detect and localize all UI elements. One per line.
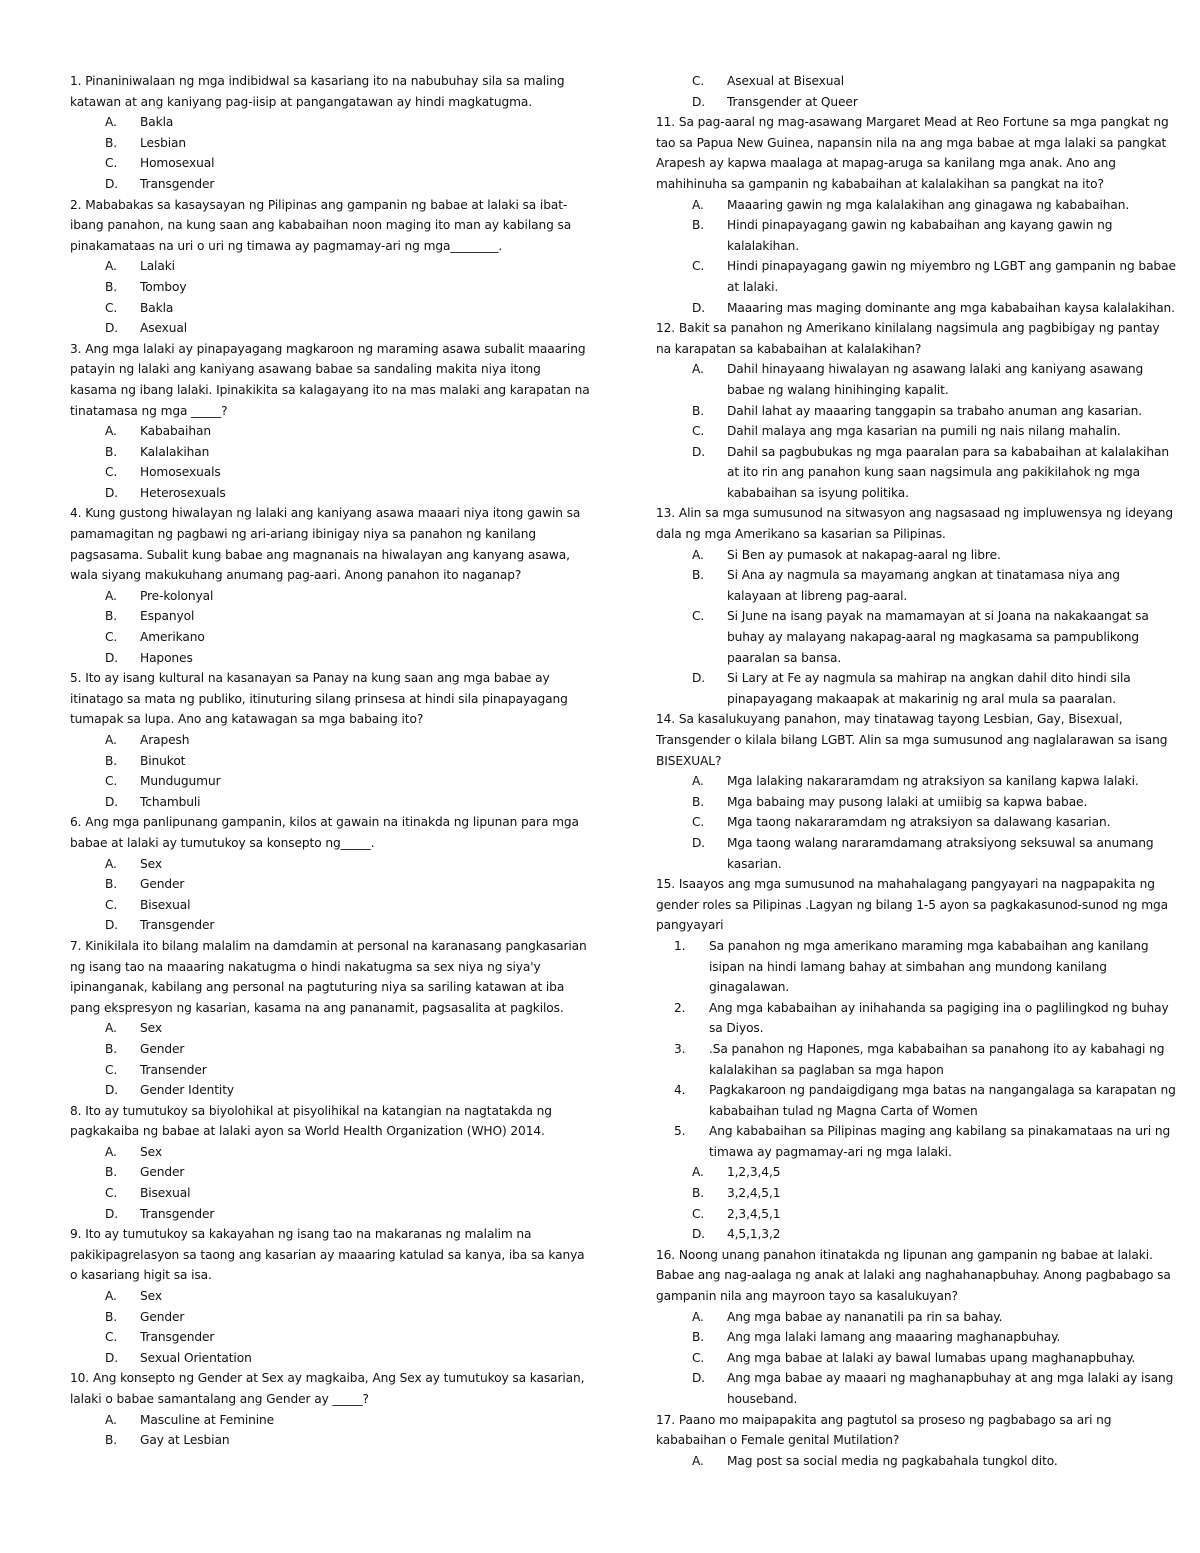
option-letter: B. (692, 568, 705, 583)
answer-option (70, 771, 590, 792)
option-text: Masculine at Feminine (140, 1412, 275, 1427)
answer-option (70, 421, 590, 442)
answer-option (70, 318, 590, 339)
option-letter: A. (692, 547, 704, 562)
option-text: Arapesh (140, 733, 190, 747)
answer-option (70, 1162, 590, 1183)
option-text: 2,3,4,5,1 (727, 1206, 781, 1221)
answer-option (656, 359, 1176, 400)
option-letter: C. (105, 1186, 118, 1201)
item-text: Ang mga kababaihan ay inihahanda sa pagiging ina o paglilingkod ng buhay sa Diyos. (709, 1000, 1169, 1036)
answer-option (70, 648, 590, 669)
answer-option (656, 545, 1176, 566)
option-letter: D. (105, 650, 119, 665)
item-number: 2. (674, 1000, 686, 1015)
option-letter: C. (105, 156, 118, 171)
answer-option (70, 1060, 590, 1081)
option-text: Transgender (140, 918, 215, 933)
option-text: Kababaihan (140, 424, 211, 439)
option-text: Si Lary at Fe ay nagmula sa mahirap na angkan dahil dito hindi sila pinapayagang makaapak at makarinig ng aral mula sa paaralan. (727, 671, 1131, 706)
question-block (656, 1410, 1176, 1472)
option-letter: D. (692, 1227, 706, 1242)
option-text: Homosexual (140, 156, 215, 171)
answer-option (70, 1018, 590, 1039)
left-column (70, 71, 590, 1451)
option-letter: A. (105, 1144, 117, 1159)
option-text: Gender (140, 1165, 185, 1180)
option-text: Sex (140, 856, 162, 871)
question-block (656, 709, 1176, 874)
answer-option (656, 442, 1176, 504)
answer-option (70, 1430, 590, 1451)
answer-option (70, 277, 590, 298)
option-letter: C. (692, 1206, 705, 1221)
option-letter: A. (105, 424, 117, 439)
answer-option (70, 627, 590, 648)
answer-option (656, 1224, 1176, 1245)
question-block (70, 936, 590, 1101)
answer-option (656, 812, 1176, 833)
option-letter: D. (105, 1350, 119, 1365)
question-text: 6. Ang mga panlipunang gampanin, kilos at gawain na itinakda ng lipunan para mga babae at lalaki ay tumutukoy sa konsepto ng_____. (70, 815, 579, 850)
question-block (656, 318, 1176, 503)
option-text: Bakla (140, 115, 174, 130)
option-letter: D. (692, 1371, 706, 1386)
question-text: 1. Pinaniniwalaan ng mga indibidwal sa kasariang ito na nabubuhay sila sa maling katawan at ang kaniyang pag-iisip at pangangatawan ay hindi magkatugma. (70, 74, 565, 109)
question-block (70, 195, 590, 339)
option-letter: C. (692, 609, 705, 624)
question-block (656, 1245, 1176, 1410)
answer-option (70, 112, 590, 133)
option-text: Lesbian (140, 135, 187, 150)
question-block (70, 71, 590, 195)
answer-option (70, 792, 590, 813)
answer-option (656, 215, 1176, 256)
option-letter: C. (105, 630, 118, 645)
option-letter: B. (105, 135, 118, 150)
question-text: 12. Bakit sa panahon ng Amerikano kinilalang nagsimula ang pagbibigay ng pantay na karapatan sa kababaihan at kalalakihan? (656, 321, 1160, 356)
option-text: Hindi pinapayagang gawin ng miyembro ng LGBT ang gampanin ng babae at lalaki. (727, 259, 1176, 294)
item-text: .Sa panahon ng Hapones, mga kababaihan sa panahong ito ay kabahagi ng kalalakihan sa paglaban sa mga hapon (709, 1041, 1165, 1077)
question-block (70, 1101, 590, 1225)
option-text: Hindi pinapayagang gawin ng kababaihan ang kayang gawin ng kalalakihan. (727, 218, 1113, 253)
answer-option (70, 586, 590, 607)
option-text: Homosexuals (140, 465, 221, 480)
option-text: Maaaring mas maging dominante ang mga kababaihan kaysa kalalakihan. (727, 300, 1175, 315)
answer-option (70, 1204, 590, 1225)
option-text: Sex (140, 1289, 162, 1304)
answer-option (656, 1451, 1176, 1472)
option-letter: B. (105, 1165, 118, 1180)
option-text: Sex (140, 1021, 162, 1036)
answer-option (70, 256, 590, 277)
answer-option (70, 174, 590, 195)
answer-option (70, 1039, 590, 1060)
option-text: Dahil sa pagbubukas ng mga paaralan para sa kababaihan at kalalakihan at ito rin ang panahon kung saan nagsimula ang pakikilahok ng mga kababaihan sa isyung politika. (727, 444, 1169, 500)
option-text: Bisexual (140, 1186, 191, 1201)
option-text: Dahil hinayaang hiwalayan ng asawang lalaki ang kaniyang asawang babae ng walang hinihinging kapalit. (727, 362, 1144, 397)
option-text: Ang mga lalaki lamang ang maaaring maghanapbuhay. (727, 1330, 1061, 1345)
question-text: 5. Ito ay isang kultural na kasanayan sa Panay na kung saan ang mga babae ay itinatago sa mata ng publiko, itinuturing silang prinsesa at hindi sila pinapayagang tumapak sa lupa. Ano ang katawagan sa mga babaing ito? (70, 671, 568, 727)
option-letter: C. (692, 259, 705, 274)
option-text: Gay at Lesbian (140, 1433, 230, 1448)
question-text: 10. Ang konsepto ng Gender at Sex ay magkaiba, Ang Sex ay tumutukoy sa kasarian, lalaki o babae samantalang ang Gender ay _____? (70, 1371, 585, 1406)
option-letter: C. (105, 1062, 118, 1077)
answer-option (70, 1286, 590, 1307)
item-number: 3. (674, 1041, 686, 1056)
option-text: Gender (140, 1309, 185, 1324)
option-text: Mag post sa social media ng pagkabahala tungkol dito. (727, 1453, 1058, 1468)
answer-option (656, 421, 1176, 442)
question-block (656, 503, 1176, 709)
option-letter: A. (692, 1165, 704, 1180)
option-text: Heterosexuals (140, 485, 226, 500)
option-letter: D. (692, 835, 706, 850)
option-letter: B. (692, 794, 705, 809)
numbered-item (656, 1121, 1176, 1162)
question-text: 13. Alin sa mga sumusunod na sitwasyon ang nagsasaad ng impluwensya ng ideyang dala ng mga Amerikano sa kasarian sa Pilipinas. (656, 506, 1174, 542)
option-letter: A. (105, 588, 117, 603)
item-text: Ang kababaihan sa Pilipinas maging ang kabilang sa pinakamataas na uri ng timawa ay pagmamay-ari ng mga lalaki. (709, 1124, 1171, 1159)
option-letter: B. (692, 1186, 705, 1201)
option-text: Asexual at Bisexual (727, 74, 845, 88)
option-letter: A. (692, 1453, 704, 1468)
answer-option (656, 1307, 1176, 1328)
option-letter: C. (692, 1350, 705, 1365)
answer-option (656, 71, 1176, 92)
question-block (70, 812, 590, 936)
option-letter: B. (692, 403, 705, 418)
option-letter: D. (105, 794, 119, 809)
option-letter: A. (105, 1412, 117, 1427)
option-text: Mga lalaking nakararamdam ng atraksiyon sa kanilang kapwa lalaki. (727, 774, 1139, 789)
item-text: Sa panahon ng mga amerikano maraming mga kababaihan ang kanilang isipan na hindi lamang bahay at simbahan ang mundong kanilang ginagalawan. (709, 938, 1149, 995)
option-text: Ang mga babae ay maaari ng maghanapbuhay at ang mga lalaki ay isang houseband. (727, 1371, 1174, 1406)
option-text: Ang mga babae at lalaki ay bawal lumabas upang maghanapbuhay. (727, 1350, 1136, 1365)
answer-option (656, 195, 1176, 216)
answer-option (70, 730, 590, 751)
numbered-item (656, 1039, 1176, 1080)
answer-option (656, 256, 1176, 297)
answer-option (70, 298, 590, 319)
option-letter: C. (105, 897, 118, 912)
answer-option (70, 874, 590, 895)
option-text: Maaaring gawin ng mga kalalakihan ang ginagawa ng kababaihan. (727, 197, 1130, 212)
question-block (656, 112, 1176, 318)
option-letter: B. (692, 1330, 705, 1345)
option-text: Transgender (140, 1330, 215, 1345)
answer-option (656, 1348, 1176, 1369)
option-text: Kalalakihan (140, 444, 210, 459)
option-letter: A. (692, 197, 704, 212)
answer-option (656, 1327, 1176, 1348)
numbered-item (656, 998, 1176, 1039)
option-letter: A. (105, 1289, 117, 1304)
question-text: 9. Ito ay tumutukoy sa kakayahan ng isang tao na makaranas ng malalim na pakikipagrelasyon sa taong ang kasarian ay maaaring katulad sa kanya, iba sa kanya o kasariang higit sa isa. (70, 1227, 585, 1283)
option-text: 4,5,1,3,2 (727, 1227, 781, 1242)
option-text: Lalaki (140, 259, 175, 274)
option-letter: D. (105, 1206, 119, 1221)
answer-option (70, 153, 590, 174)
option-text: Gender (140, 1041, 185, 1056)
option-letter: B. (105, 1041, 118, 1056)
question-block (70, 503, 590, 668)
option-text: Tomboy (140, 279, 187, 294)
question-block (656, 874, 1176, 1245)
answer-option (656, 1162, 1176, 1183)
question-text: 3. Ang mga lalaki ay pinapayagang magkaroon ng maraming asawa subalit maaaring patayin ng lalaki ang kaniyang asawang babae sa sandaling makita niya itong kasama ng ibang lalaki. Ipinakikita sa kalagayang ito na mas malaki ang karapatan na tinatamasa ng mga _____? (70, 341, 590, 418)
option-letter: A. (692, 362, 704, 377)
option-text: Mga taong walang nararamdamang atraksiyong seksuwal sa anumang kasarian. (727, 835, 1154, 871)
option-letter: C. (692, 815, 705, 830)
question-text: 14. Sa kasalukuyang panahon, may tinatawag tayong Lesbian, Gay, Bisexual, Transgender o kilala bilang LGBT. Alin sa mga sumusunod ang naglalarawan sa isang BISEXUAL? (656, 712, 1168, 768)
option-letter: D. (692, 300, 706, 315)
answer-option (70, 915, 590, 936)
option-letter: B. (692, 218, 705, 233)
option-text: Bakla (140, 300, 174, 315)
option-letter: C. (105, 1330, 118, 1345)
question-block (70, 1224, 590, 1368)
answer-option (70, 1080, 590, 1101)
option-text: Pre-kolonyal (140, 588, 214, 603)
answer-option (656, 792, 1176, 813)
right-column (656, 71, 1176, 1471)
answer-option (656, 565, 1176, 606)
question-text: 11. Sa pag-aaral ng mag-asawang Margaret Mead at Reo Fortune sa mga pangkat ng tao sa Papua New Guinea, napansin nila na ang mga babae at mga lalaki sa pangkat Arapesh ay kapwa maalaga at mapag-aruga sa kanilang mga anak. Ano ang mahihinuha sa gampanin ng kababaihan at kalalakihan sa pangkat na ito? (656, 115, 1169, 191)
answer-option (70, 606, 590, 627)
option-letter: A. (105, 1021, 117, 1036)
option-letter: B. (105, 1309, 118, 1324)
option-text: Amerikano (140, 630, 205, 645)
option-text: Mga taong nakararamdam ng atraksiyon sa dalawang kasarian. (727, 815, 1111, 830)
option-letter: D. (105, 485, 119, 500)
option-text: Tchambuli (140, 794, 201, 809)
option-letter: C. (105, 300, 118, 315)
option-letter: A. (105, 856, 117, 871)
option-letter: C. (105, 465, 118, 480)
option-letter: B. (105, 279, 118, 294)
option-text: 3,2,4,5,1 (727, 1186, 781, 1201)
answer-option (70, 483, 590, 504)
answer-option (70, 1307, 590, 1328)
question-text: 4. Kung gustong hiwalayan ng lalaki ang kaniyang asawa maaari niya itong gawin sa pamamagitan ng pagbawi ng ari-ariang ibinigay niya sa panahon ng kanilang pagsasama. Subalit kung babae ang magnanais na hiwalayan ang kanyang asawa, wala siyang makukuhang anumang pag-aari. Anong panahon ito naganap? (70, 506, 581, 583)
question-text: 15. Isaayos ang mga sumusunod na mahahalagang pangyayari na nagpapakita ng gender roles sa Pilipinas .Lagyan ng bilang 1-5 ayon sa pagkakasunod-sunod ng mga pangyayari (656, 877, 1168, 933)
option-text: Transgender (140, 1206, 215, 1221)
option-letter: B. (105, 1433, 118, 1448)
option-text: Dahil malaya ang mga kasarian na pumili ng nais nilang mahalin. (727, 424, 1121, 439)
option-letter: A. (692, 1309, 704, 1324)
option-text: Si Ana ay nagmula sa mayamang angkan at tinatamasa niya ang kalayaan at libreng pag-aaral. (727, 568, 1120, 603)
answer-option (656, 1183, 1176, 1204)
option-letter: C. (692, 74, 705, 88)
option-text: Mundugumur (140, 774, 221, 789)
item-number: 5. (674, 1124, 686, 1139)
answer-option (70, 1348, 590, 1369)
option-letter: D. (692, 94, 706, 109)
answer-option (70, 1183, 590, 1204)
answer-option (656, 833, 1176, 874)
option-letter: A. (105, 733, 117, 747)
option-letter: A. (105, 115, 117, 130)
option-letter: A. (692, 774, 704, 789)
option-text: Gender Identity (140, 1083, 234, 1098)
option-letter: A. (105, 259, 117, 274)
option-text: Sex (140, 1144, 162, 1159)
option-text: Transgender (140, 176, 215, 191)
answer-option (656, 1204, 1176, 1225)
item-text: Pagkakaroon ng pandaigdigang mga batas na nangangalaga sa karapatan ng kababaihan tulad ng Magna Carta of Women (709, 1083, 1176, 1118)
answer-option (70, 1142, 590, 1163)
question-block (656, 71, 1176, 112)
answer-option (656, 771, 1176, 792)
answer-option (656, 298, 1176, 319)
answer-option (70, 1410, 590, 1431)
option-text: Transgender at Queer (727, 94, 858, 109)
question-text: 8. Ito ay tumutukoy sa biyolohikal at pisyolihikal na katangian na nagtatakda ng pagkakaiba ng babae at lalaki ayon sa World Health Organization (WHO) 2014. (70, 1103, 552, 1139)
option-text: Si June na isang payak na mamamayan at si Joana na nakakaangat sa buhay ay malayang nakapag-aaral ng magkasama sa pampublikong paaralan sa bansa. (727, 609, 1149, 665)
question-text: 16. Noong unang panahon itinatakda ng lipunan ang gampanin ng babae at lalaki. Babae ang nag-aalaga ng anak at lalaki ang naghahanapbuhay. Anong pagbabago sa gampanin nila ang mayroon tayo sa kasalukuyan? (656, 1247, 1171, 1304)
numbered-item (656, 936, 1176, 998)
option-letter: B. (105, 877, 118, 892)
answer-option (70, 895, 590, 916)
question-block (70, 1368, 590, 1450)
option-text: Binukot (140, 753, 186, 768)
option-letter: D. (105, 1083, 119, 1098)
answer-option (70, 1327, 590, 1348)
option-text: Dahil lahat ay maaaring tanggapin sa trabaho anuman ang kasarian. (727, 403, 1143, 418)
option-text: Espanyol (140, 609, 195, 624)
option-letter: B. (105, 753, 118, 768)
option-text: Gender (140, 877, 185, 892)
option-letter: C. (105, 774, 118, 789)
item-number: 4. (674, 1083, 686, 1098)
answer-option (656, 401, 1176, 422)
question-block (70, 339, 590, 504)
option-text: Bisexual (140, 897, 191, 912)
answer-option (656, 1368, 1176, 1409)
answer-option (656, 606, 1176, 668)
answer-option (70, 442, 590, 463)
numbered-item (656, 1080, 1176, 1121)
answer-option (656, 92, 1176, 113)
option-text: 1,2,3,4,5 (727, 1165, 781, 1180)
option-text: Mga babaing may pusong lalaki at umiibig sa kapwa babae. (727, 794, 1088, 809)
option-letter: B. (105, 609, 118, 624)
option-letter: D. (692, 671, 706, 686)
item-number: 1. (674, 938, 686, 953)
option-letter: B. (105, 444, 118, 459)
option-letter: C. (692, 424, 705, 439)
answer-option (70, 751, 590, 772)
answer-option (656, 668, 1176, 709)
question-text: 7. Kinikilala ito bilang malalim na damdamin at personal na karanasang pangkasarian ng isang tao na maaaring nakatugma o hindi nakatugma sa sex niya ng siya'y ipinanganak, kabilang ang personal na pagtuturing niya sa sariling katawan at iba pang ekspresyon ng kasarian, kasama na ang pananamit, pagsasalita at pagkilos. (70, 938, 587, 1015)
option-letter: D. (105, 321, 119, 336)
question-block (70, 668, 590, 812)
answer-option (70, 133, 590, 154)
option-text: Ang mga babae ay nananatili pa rin sa bahay. (727, 1309, 1003, 1324)
question-text: 17. Paano mo maipapakita ang pagtutol sa proseso ng pagbabago sa ari ng kababaihan o Female genital Mutilation? (656, 1412, 1112, 1448)
option-text: Hapones (140, 650, 193, 665)
option-letter: D. (692, 444, 706, 459)
option-text: Sexual Orientation (140, 1350, 252, 1365)
option-text: Transender (140, 1062, 207, 1077)
question-text: 2. Mababakas sa kasaysayan ng Pilipinas ang gampanin ng babae at lalaki sa ibat-ibang panahon, na kung saan ang kababaihan noon maging ito man ay kabilang sa pinakamataas na uri o uri ng timawa ay pagmamay-ari ng mga________. (70, 197, 572, 253)
option-text: Asexual (140, 321, 188, 336)
option-letter: D. (105, 176, 119, 191)
answer-option (70, 462, 590, 483)
option-letter: D. (105, 918, 119, 933)
option-text: Si Ben ay pumasok at nakapag-aaral ng libre. (727, 547, 1001, 562)
answer-option (70, 854, 590, 875)
